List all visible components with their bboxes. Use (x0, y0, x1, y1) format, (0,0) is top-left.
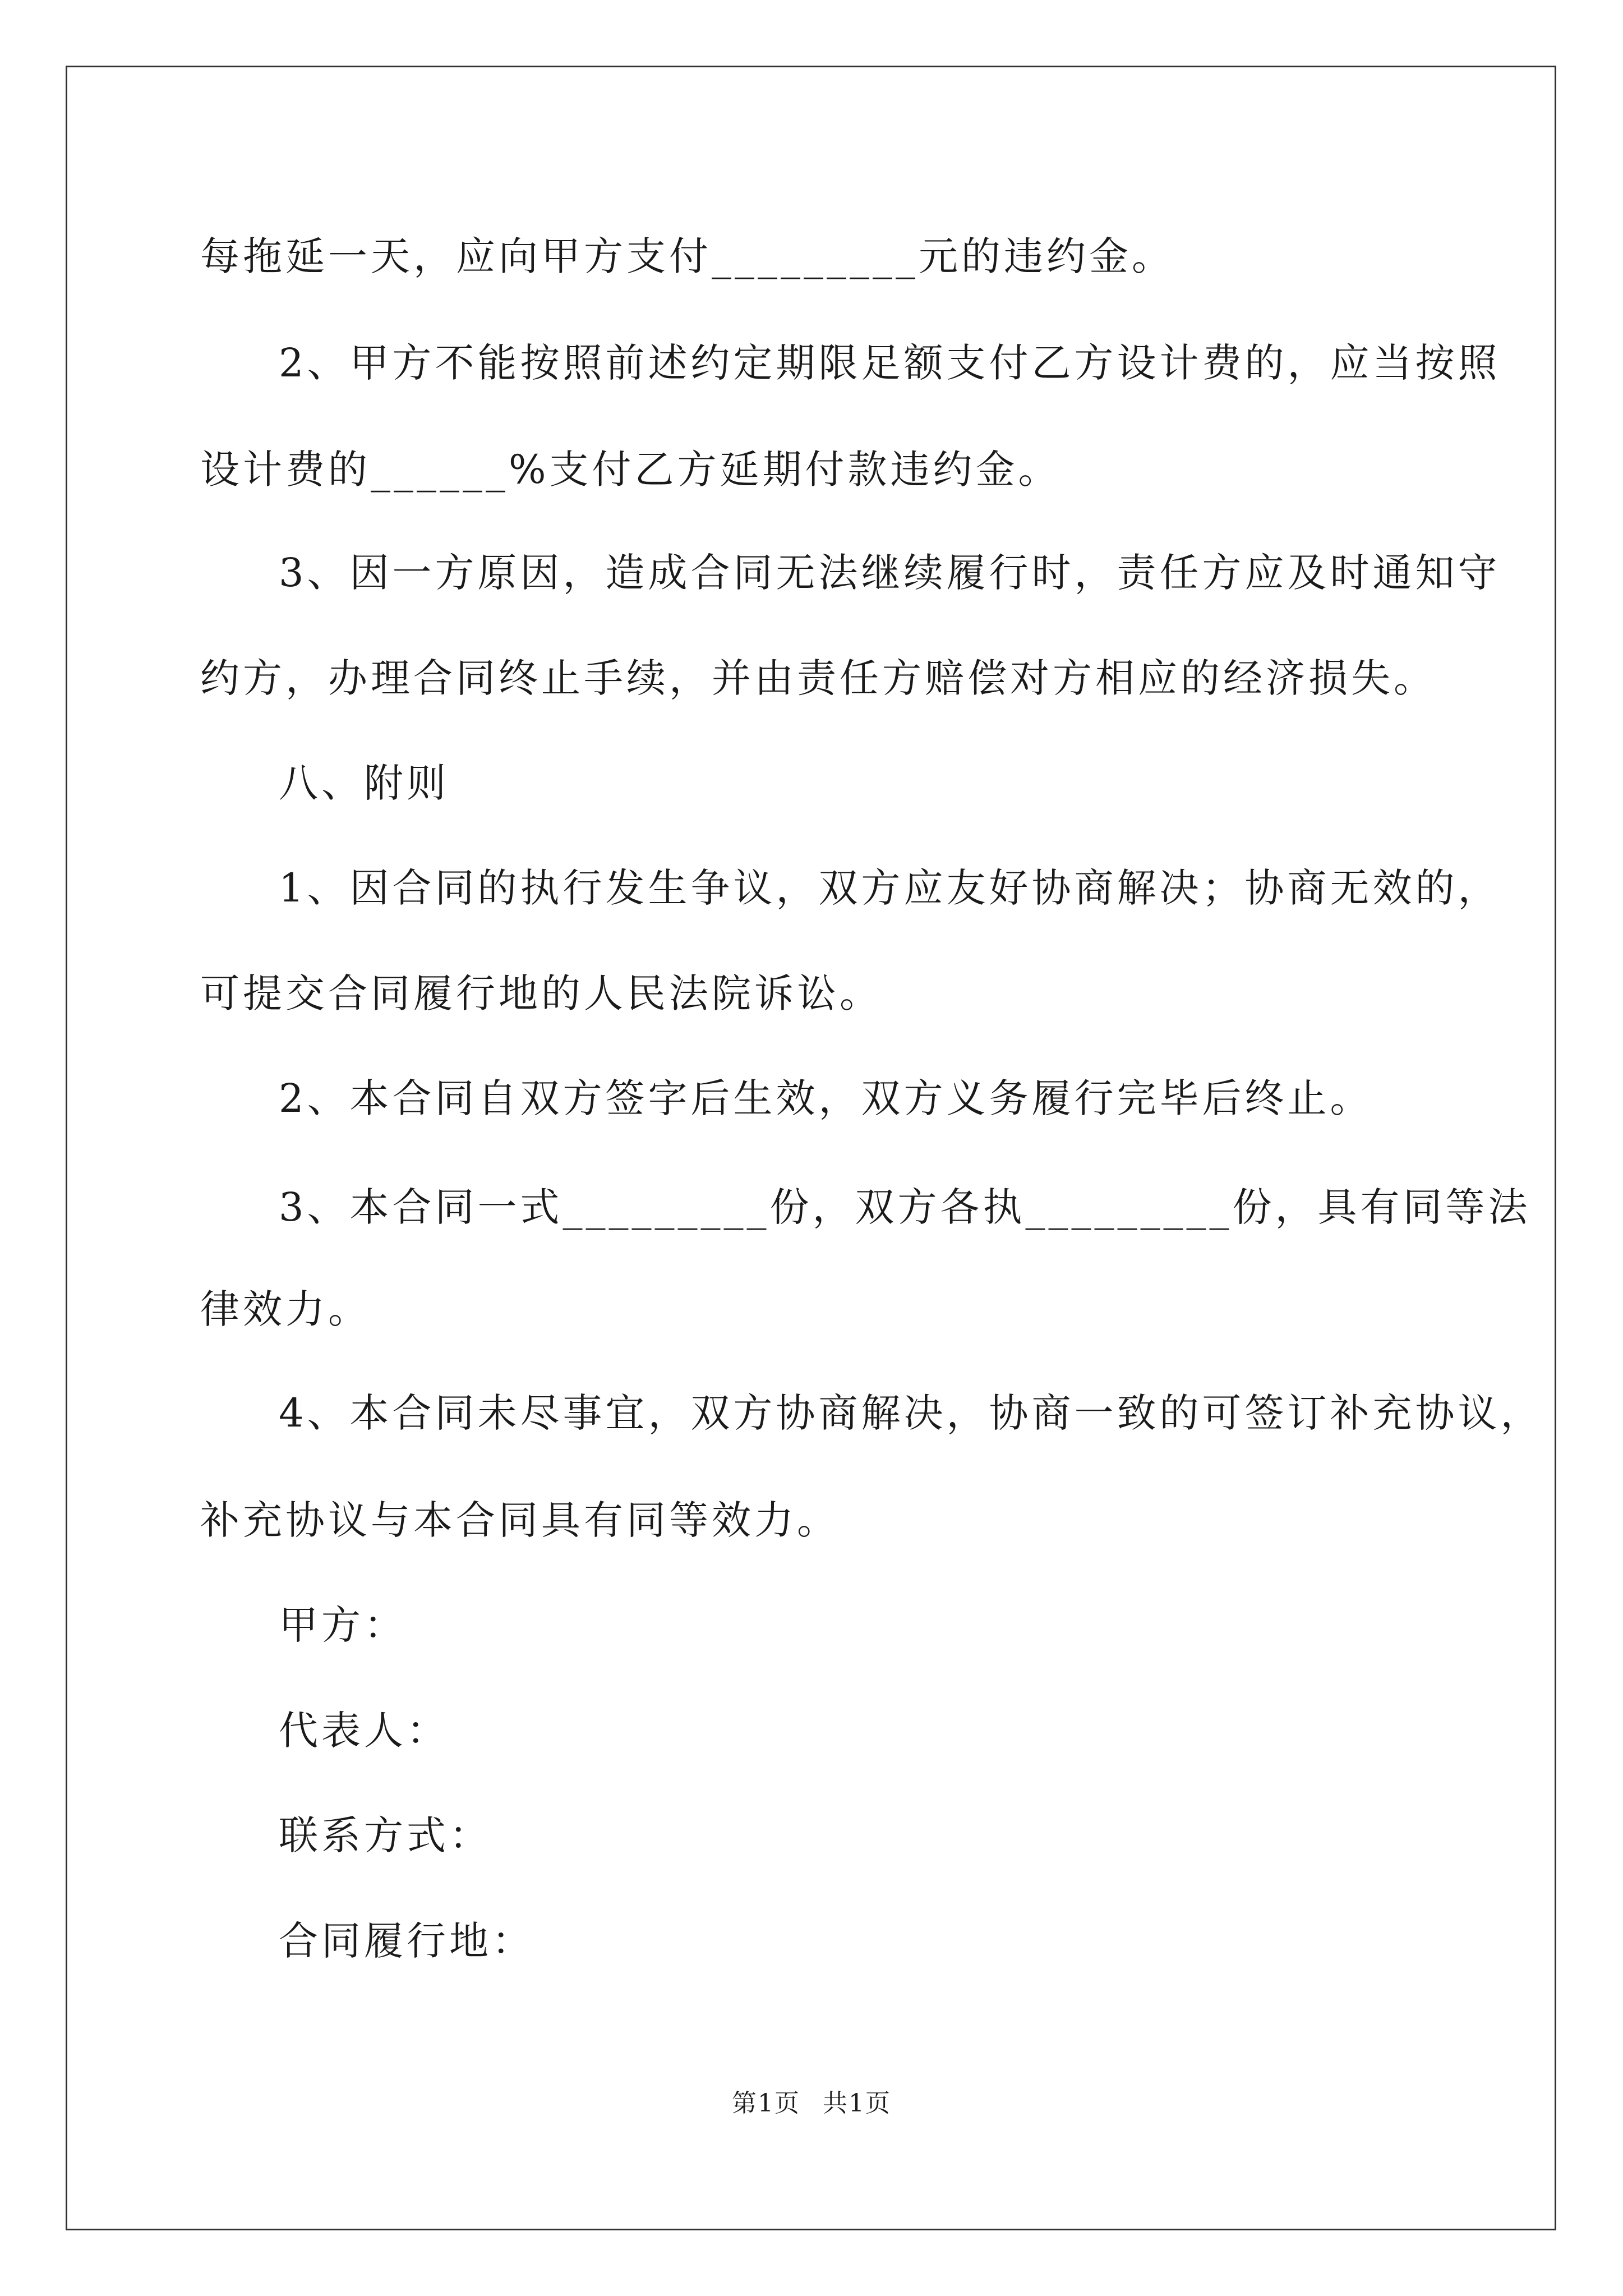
text-line: 3、本合同一式_________份，双方各执_________份，具有同等法 (279, 1184, 1531, 1230)
page-border (66, 66, 1556, 2230)
text-line: 设计费的______%支付乙方延期付款违约金。 (200, 447, 1061, 493)
text-line: 2、本合同自双方签字后生效，双方义务履行完毕后终止。 (279, 1075, 1373, 1121)
signature-field-representative: 代表人： (279, 1708, 449, 1754)
text-line: 补充协议与本合同具有同等效力。 (200, 1497, 840, 1543)
text-line: 每拖延一天，应向甲方支付_________元的违约金。 (200, 233, 1174, 279)
page-number-total: 共1页 (823, 2089, 891, 2118)
signature-field-location: 合同履行地： (279, 1918, 534, 1964)
text-line: 2、甲方不能按照前述约定期限足额支付乙方设计费的，应当按照 (279, 340, 1501, 386)
signature-field-party-a: 甲方： (279, 1602, 407, 1648)
text-line: 可提交合同履行地的人民法院诉讼。 (200, 970, 882, 1016)
signature-field-contact: 联系方式： (279, 1812, 492, 1858)
text-line: 1、因合同的执行发生争议，双方应友好协商解决；协商无效的， (279, 865, 1501, 911)
text-line: 3、因一方原因，造成合同无法继续履行时，责任方应及时通知守 (279, 550, 1501, 596)
text-line: 4、本合同未尽事宜，双方协商解决，协商一致的可签订补充协议， (279, 1390, 1543, 1436)
text-line: 律效力。 (200, 1286, 371, 1332)
page-footer (0, 2090, 1623, 2118)
page-number-current: 第1页 (732, 2089, 800, 2118)
text-line: 约方，办理合同终止手续，并由责任方赔偿对方相应的经济损失。 (200, 655, 1436, 701)
section-heading: 八、附则 (279, 760, 449, 806)
